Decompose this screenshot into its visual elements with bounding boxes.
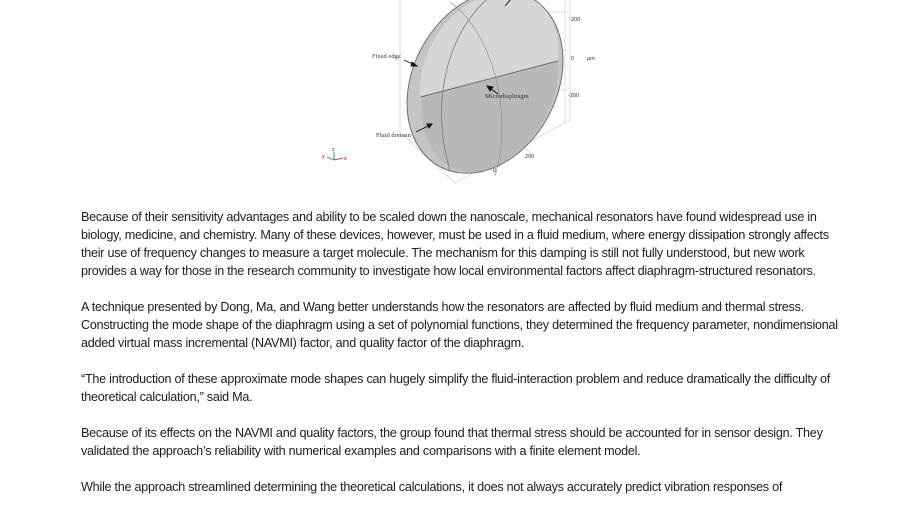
axis-tick-label: 200: [525, 154, 535, 160]
article-paragraph: Because of their sensitivity advantages and ability to be scaled down the nanoscale, mechanical resonators have found widespread use in biology, medicine, and chemistry. Many of these devices, however, must be used in a fluid medium, where energy dissipation strongly affects their use of frequency changes to measure a target molecule. The mechanism for this damping is still not fully understood, but new work provides a way for those in the research community to investigate how local environmental factors affect diaphragm-structured resonators.: [81, 210, 829, 278]
article-paragraph: Because of its effects on the NAVMI and quality factors, the group found that thermal stress should be accounted for in sensor design. They validated the approach’s reliability with numerical examples and comparisons with a finite element model.: [81, 426, 823, 458]
article-paragraph: A technique presented by Dong, Ma, and Wang better understands how the resonators are affected by fluid medium and thermal stress. Constructing the mode shape of the diaphragm using a set of polynomial functions, they determined the frequency parameter, nondimensional added virtual mass incremental (NAVMI) factor, and quality factor of the diaphragm.: [81, 300, 838, 350]
triad-x-label: x: [344, 156, 347, 162]
diaphragm-figure: [300, 0, 610, 190]
article-paragraph: While the approach streamlined determining the theoretical calculations, it does not always accurately predict vibration responses of: [81, 480, 783, 494]
fluid-domain-label: Fluid domain: [376, 132, 411, 139]
axis-unit-label: μm: [587, 56, 595, 62]
microdiaphragm-label: Microdiaphragm: [485, 93, 529, 100]
triad-y-label: y: [322, 154, 325, 160]
triad-z-label: z: [332, 147, 335, 153]
axis-triad-icon: [322, 147, 347, 162]
fem-model-diagram: [300, 0, 610, 190]
axis-tick-label: 200: [571, 17, 581, 23]
article-body: [81, 208, 841, 514]
axis-tick-label: 0: [571, 56, 575, 62]
axis-tick-label: 0: [493, 168, 497, 174]
article-paragraph: “The introduction of these approximate mode shapes can hugely simplify the fluid-interaction problem and reduce dramatically the difficulty of theoretical calculation,” said Ma.: [81, 372, 830, 404]
fixed-edge-label: Fixed edge: [372, 53, 401, 60]
axis-tick-label: -200: [568, 93, 580, 99]
